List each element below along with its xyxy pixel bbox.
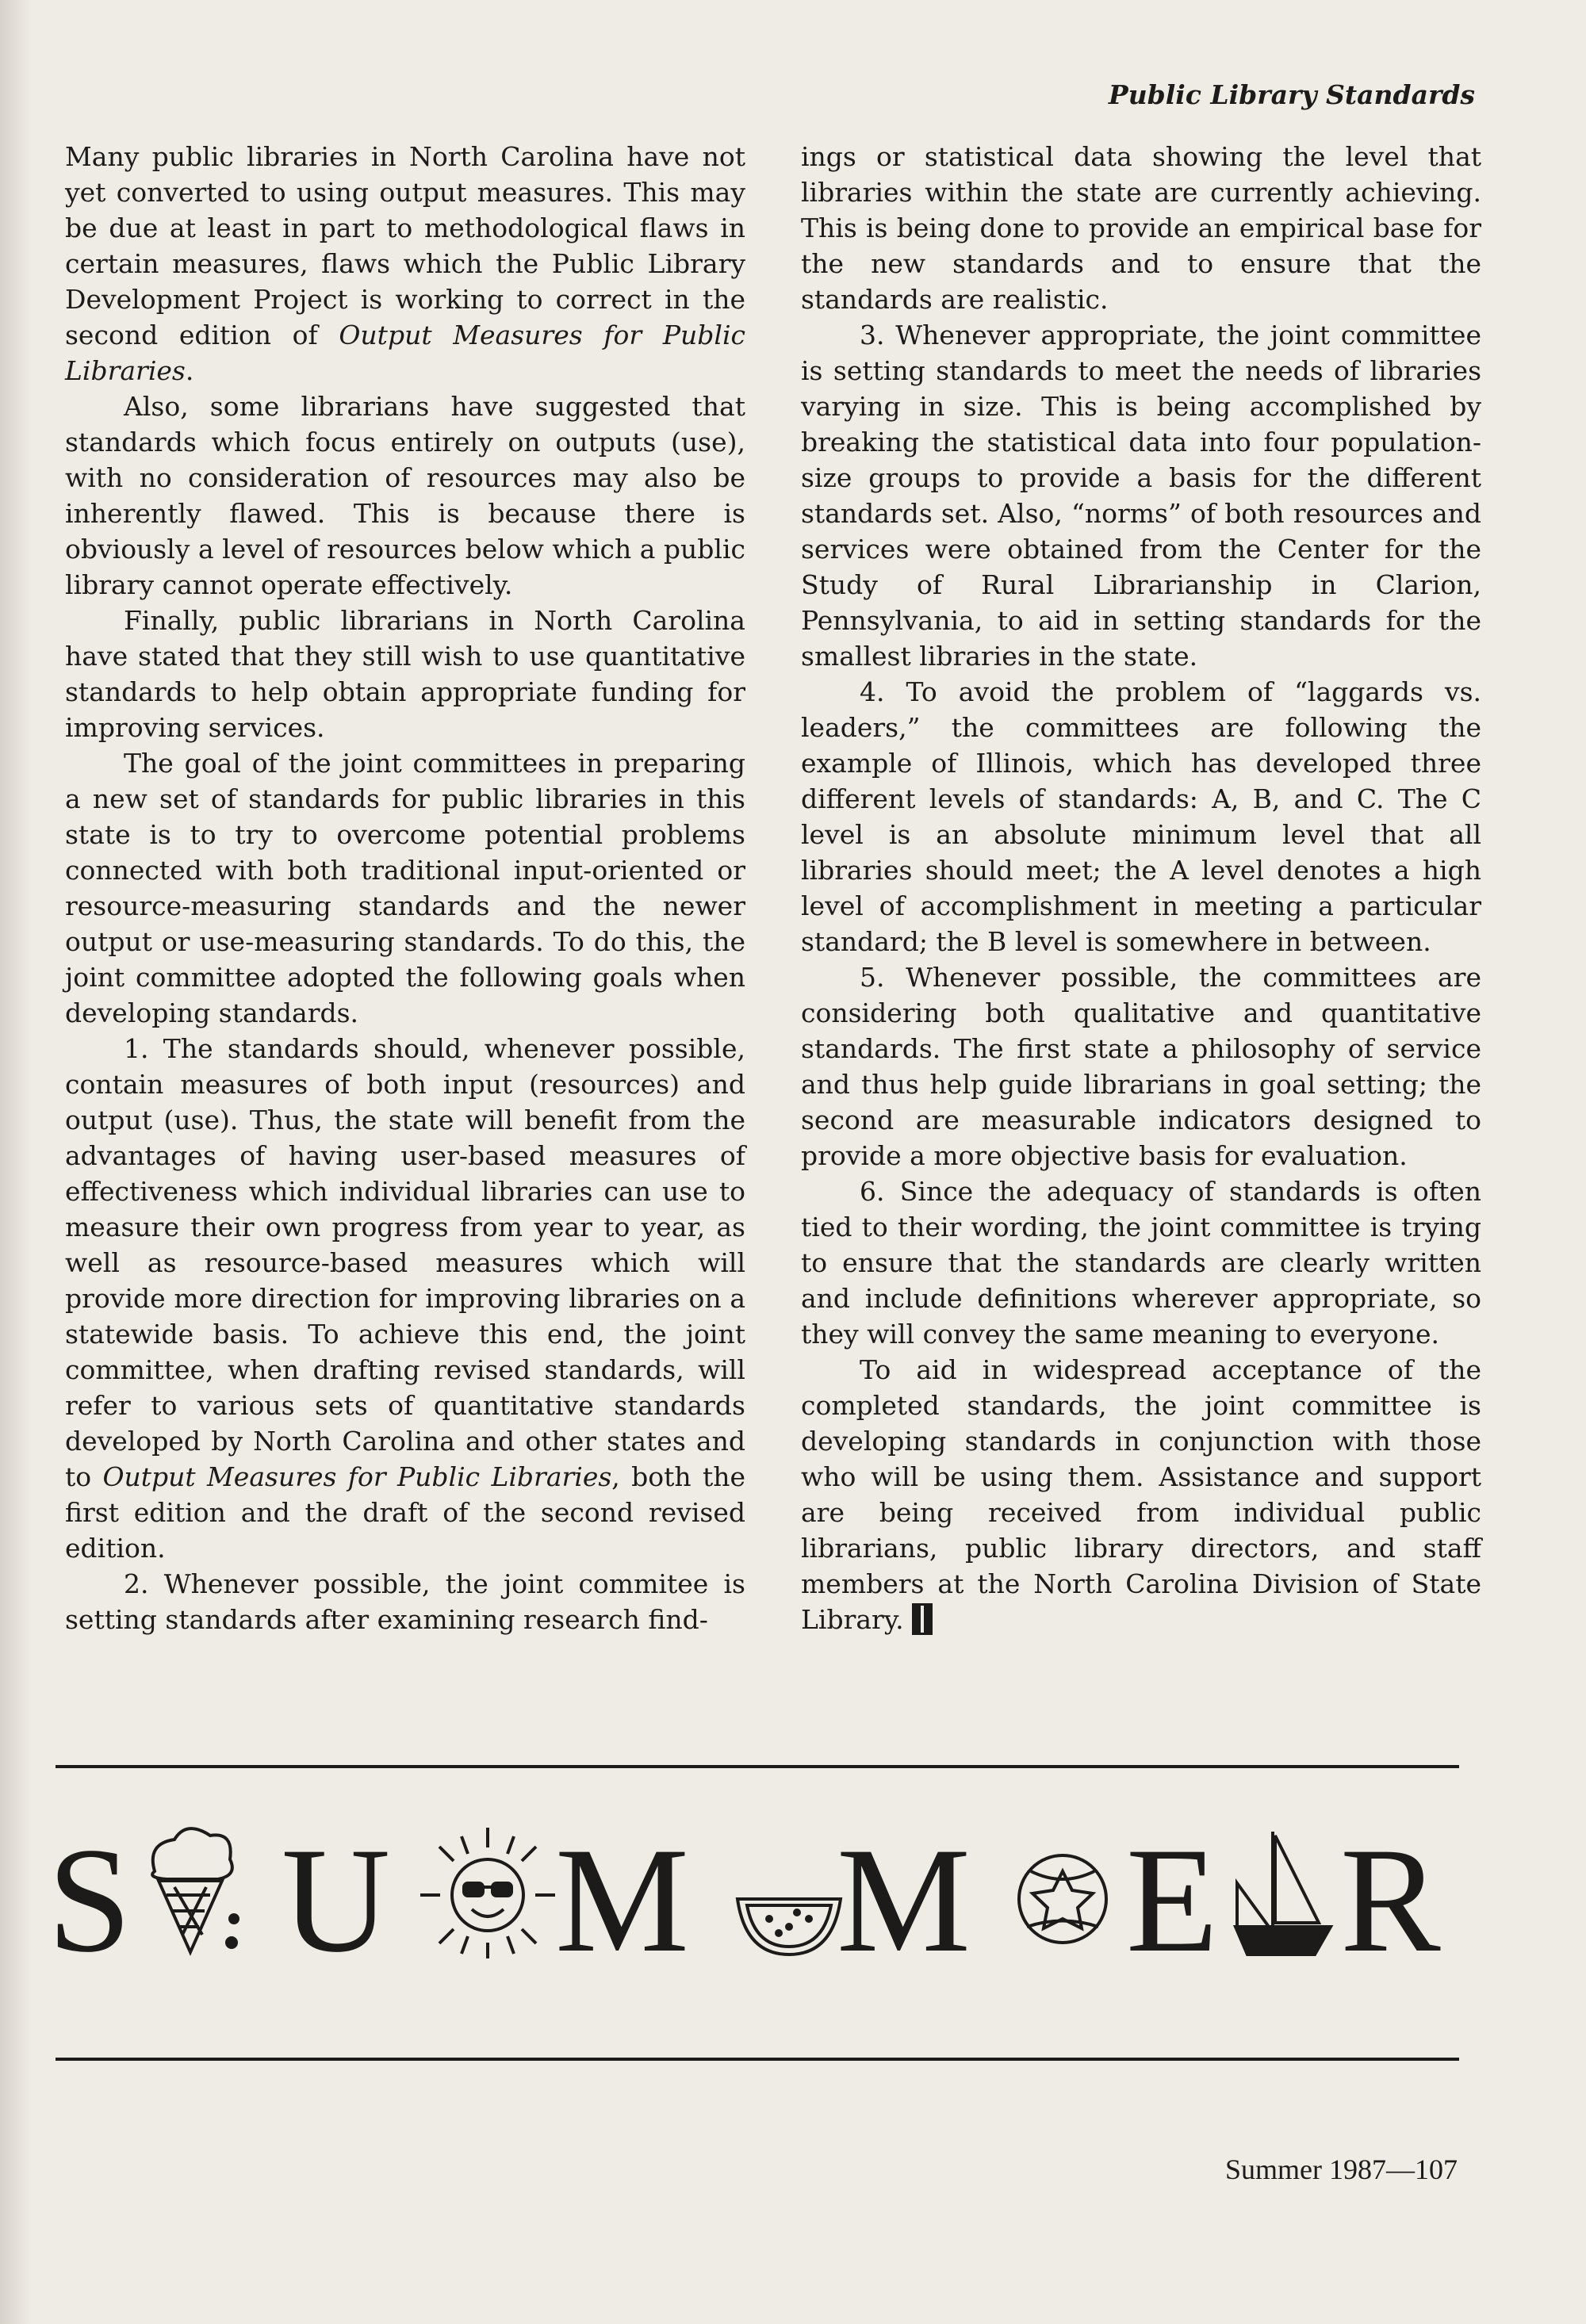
paragraph: 5. Whenever possible, the committees are considering both qualitative and quantitative standards. The first state a philosophy of service and thus help guide librarians in goal setting; the second are measurable indicators designed to provide a more objective basis for evaluation. (801, 962, 1481, 1171)
paragraph (65, 1031, 745, 1566)
paragraph-text: To aid in widespread acceptance of the completed standards, the joint committee is developing standards in conjunction with those who will be using them. Assistance and support are being received from individual public librarians, public library directors, and staff members at the North Carolina Division of State Library. (801, 1354, 1481, 1635)
paragraph: 4. To avoid the problem of “laggards vs. leaders,” the committees are following the example of Illinois, which has developed three different levels of standards: A, B, and C. The C level is an absolute minimum level that all libraries should meet; the A level denotes a high level of accomplishment in meeting a particular standard; the B level is somewhere in between. (801, 676, 1481, 957)
banner-letter-e: E (1126, 1824, 1219, 1958)
paragraph: 2. Whenever possible, the joint commitee is setting standards after examining research find- (65, 1568, 745, 1635)
banner-letter-m: M (837, 1824, 971, 1958)
watermelon-icon (737, 1899, 841, 1955)
book-title: Output Measures for Public Libraries (102, 1461, 612, 1492)
paragraph: The goal of the joint committees in preparing a new set of standards for public libraries in this state is to try to overcome potential problems connected with both traditional input-oriented or resource-measuring standards and the newer output or use-measuring standards. To do this, the joint committee adopted the following goals when developing standards. (65, 748, 745, 1028)
sailboat-icon (1235, 1832, 1331, 1955)
paragraph: 3. Whenever appropriate, the joint committee is setting standards to meet the needs of libraries varying in size. This is being accomplished by breaking the statistical data into four population-size groups to provide a basis for the different standards set. Also, “norms” of both resources and services were obtained from the Center for the Study of Rural Librarianship in Clarion, Pennsylvania, to aid in setting standards for the smallest libraries in the state. (801, 320, 1481, 672)
summer-banner (48, 1824, 1467, 1958)
book-title: Output Measures for Public Libraries (65, 320, 745, 386)
banner-letter-s: S (48, 1824, 132, 1958)
paragraph-text: 1. The standards should, whenever possible, contain measures of both input (resources) and output (use). Thus, the state will benefit from the advantages of having user-based measures of effectiveness which individual libraries can use to measure their own progress from year to year, as well as resource-based measures which will provide more direction for improving libraries on a statewide basis. To achieve this end, the joint committee, when drafting revised standards, will refer to various sets of quantitative standards developed by North Carolina and other states and to (65, 1033, 745, 1492)
ice-cream-icon (152, 1828, 238, 1952)
paragraph-text: Many public libraries in North Carolina have not yet converted to using output measures. This may be due at least in part to methodological flaws in certain measures, flaws which the Public Library Development Project is working to correct in the second edition of (65, 141, 745, 350)
page-folio: Summer 1987—107 (1225, 2154, 1458, 2185)
running-head: Public Library Standards (1108, 79, 1475, 110)
banner-letter-u: U (282, 1824, 391, 1958)
paragraph: Finally, public librarians in North Carolina have stated that they still wish to use quantitative standards to help obtain appropriate funding for improving services. (65, 605, 745, 743)
paragraph: 6. Since the adequacy of standards is often tied to their wording, the joint committee is trying to ensure that the standards are clearly written and include definitions wherever appropriate, so they will convey the same meaning to everyone. (801, 1176, 1481, 1350)
end-mark-icon (912, 1603, 933, 1635)
left-column (65, 139, 745, 1637)
banner-top-rule (56, 1765, 1459, 1768)
paragraph-text: . (185, 355, 194, 386)
right-column (801, 139, 1481, 1637)
banner-letter-r: R (1340, 1824, 1441, 1958)
paragraph-text: , both the first edition and the draft of the second revised edition. (65, 1461, 745, 1564)
paragraph (65, 139, 745, 389)
gutter-shadow (0, 0, 32, 2324)
paragraph: ings or statistical data showing the level that libraries within the state are currently achieving. This is being done to provide an empirical base for the new standards and to ensure that the standards are realistic. (801, 141, 1481, 315)
beach-ball-icon (1019, 1855, 1106, 1943)
banner-bottom-rule (56, 2058, 1459, 2061)
paragraph: Also, some librarians have suggested that standards which focus entirely on outputs (use), with no consideration of resources may also be inherently flawed. This is because there is obviously a level of resources below which a public library cannot operate effectively. (65, 391, 745, 600)
sun-icon (420, 1828, 555, 1958)
paragraph (801, 1352, 1481, 1637)
banner-letter-m: M (555, 1824, 689, 1958)
